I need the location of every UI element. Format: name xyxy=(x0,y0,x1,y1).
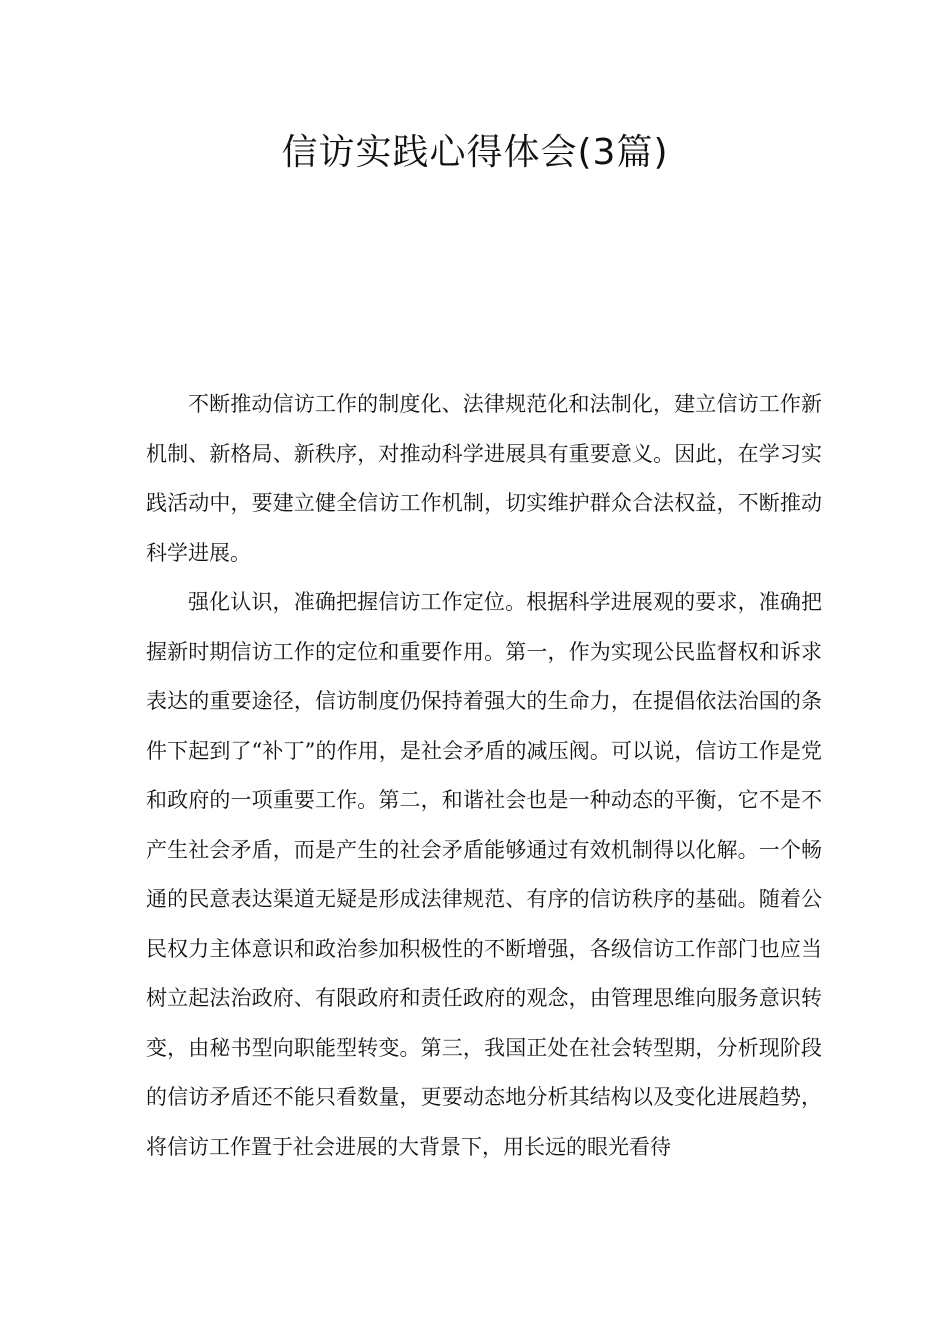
paragraph-intro: 不断推动信访工作的制度化、法律规范化和法制化，建立信访工作新机制、新格局、新秩序，对推动科学进展具有重要意义。因此，在学习实践活动中，要建立健全信访工作机制，切实维护群众合法权益，不断推动科学进展。 xyxy=(146,392,822,565)
paragraph-positioning: 强化认识，准确把握信访工作定位。根据科学进展观的要求，准确把握新时期信访工作的定位和重要作用。第一，作为实现公民监督权和诉求表达的重要途径，信访制度仍保持着强大的生命力，在提倡依法治国的条件下起到了“补丁”的作用，是社会矛盾的减压阀。可以说，信访工作是党和政府的一项重要工作。第二，和谐社会也是一种动态的平衡，它不是不产生社会矛盾，而是产生的社会矛盾能够通过有效机制得以化解。一个畅通的民意表达渠道无疑是形成法律规范、有序的信访秩序的基础。随着公民权力主体意识和政治参加积极性的不断增强，各级信访工作部门也应当树立起法治政府、有限政府和责任政府的观念，由管理思维向服务意识转变，由秘书型向职能型转变。第三，我国正处在社会转型期，分析现阶段的信访矛盾还不能只看数量，更要动态地分析其结构以及变化进展趋势，将信访工作置于社会进展的大背景下，用长远的眼光看待 xyxy=(146,590,822,1159)
document-body xyxy=(146,380,822,1172)
document-title: 信访实践心得体会(3篇) xyxy=(281,132,669,173)
